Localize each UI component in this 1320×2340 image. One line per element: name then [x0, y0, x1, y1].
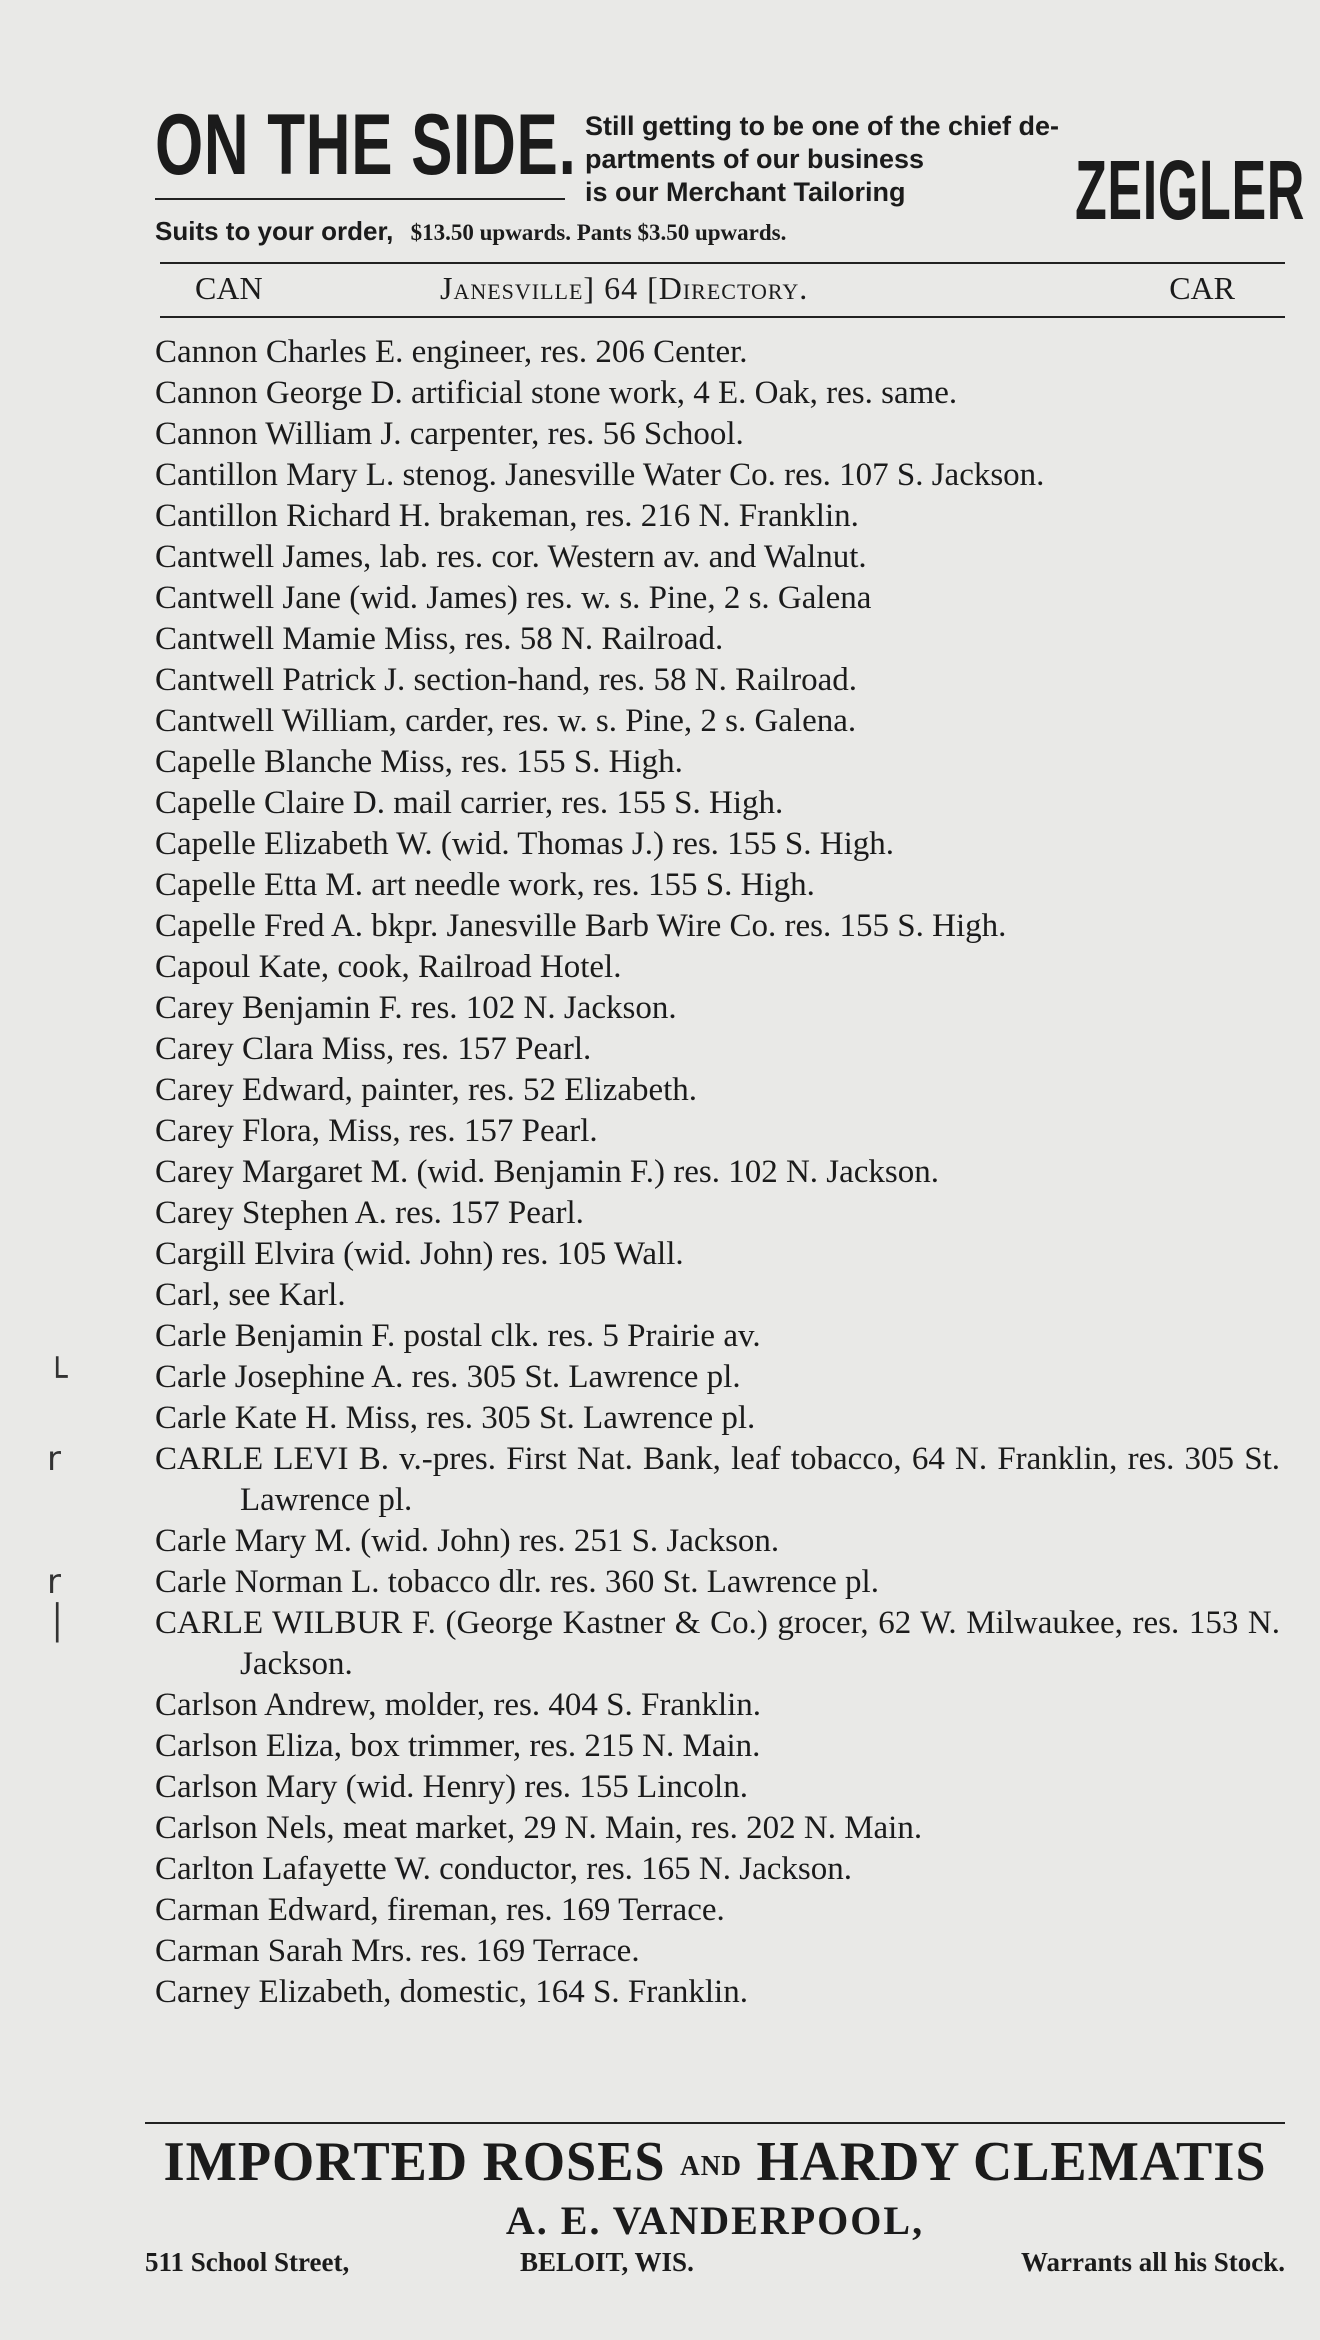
entry-text: Cantwell Mamie Miss, res. 58 N. Railroad. — [155, 621, 724, 657]
ad-bottom-line — [155, 216, 786, 247]
entry-text: Capoul Kate, cook, Railroad Hotel. — [155, 949, 622, 985]
directory-entry — [47, 1562, 1280, 1603]
ad-copy-line: Still getting to be one of the chief de- — [585, 111, 1059, 141]
directory-entry — [155, 1152, 1280, 1193]
entry-text: Carlson Mary (wid. Henry) res. 155 Lincoln. — [155, 1769, 748, 1805]
entry-text: Carlson Eliza, box trimmer, res. 215 N. Main. — [155, 1728, 761, 1764]
directory-entry — [155, 455, 1280, 496]
bottom-ad-rule — [145, 2122, 1285, 2124]
directory-entries — [47, 332, 1280, 2013]
ad-slogan: Warrants all his Stock. — [1020, 2247, 1285, 2277]
directory-entry — [155, 1193, 1280, 1234]
directory-entry — [155, 824, 1280, 865]
entry-text: Carlton Lafayette W. conductor, res. 165 N. Jackson. — [155, 1851, 852, 1887]
handwritten-check-mark: r — [47, 1562, 61, 1602]
entry-text: Cantwell Patrick J. section-hand, res. 58 N. Railroad. — [155, 662, 858, 698]
entry-text: Carey Clara Miss, res. 157 Pearl. — [155, 1031, 592, 1067]
entry-text: Cantwell William, carder, res. w. s. Pine, 2 s. Galena. — [155, 703, 857, 739]
entry-text: Cantwell James, lab. res. cor. Western av. and Walnut. — [155, 539, 867, 575]
directory-entry — [155, 414, 1280, 455]
directory-entry — [155, 1234, 1280, 1275]
directory-entry — [155, 1931, 1280, 1972]
handwritten-check-mark: └ — [47, 1357, 68, 1397]
ad-product-line — [162, 2130, 1268, 2194]
directory-entry — [155, 701, 1280, 742]
directory-entry — [155, 1685, 1280, 1726]
directory-entry — [155, 578, 1280, 619]
directory-entry — [155, 1070, 1280, 1111]
header-left-guide: CAN — [195, 270, 263, 306]
ad-product-roses: IMPORTED ROSES — [163, 2131, 666, 2193]
directory-entry — [47, 1357, 1280, 1398]
entry-text: Capelle Elizabeth W. (wid. Thomas J.) res. 155 S. High. — [155, 826, 895, 862]
entry-text: Carey Margaret M. (wid. Benjamin F.) res. 102 N. Jackson. — [155, 1154, 940, 1190]
ad-suits-text: Suits to your order, — [155, 216, 394, 246]
directory-entry — [155, 1890, 1280, 1931]
directory-entry — [155, 537, 1280, 578]
directory-entry — [155, 906, 1280, 947]
entry-text: Carey Stephen A. res. 157 Pearl. — [155, 1195, 584, 1231]
entry-text: Carle Norman L. tobacco dlr. res. 360 St. Lawrence pl. — [155, 1564, 879, 1600]
entry-text: Carl, see Karl. — [155, 1277, 346, 1313]
directory-entry — [155, 1316, 1280, 1357]
directory-entry — [155, 332, 1280, 373]
directory-entry — [155, 619, 1280, 660]
entry-text: Carlson Nels, meat market, 29 N. Main, res. 202 N. Main. — [155, 1810, 923, 1846]
ad-product-clematis: HARDY CLEMATIS — [756, 2131, 1267, 2193]
directory-entry — [155, 1275, 1280, 1316]
directory-entry — [155, 783, 1280, 824]
directory-entry — [155, 947, 1280, 988]
handwritten-check-mark: │ — [47, 1603, 68, 1643]
entry-text: Cannon Charles E. engineer, res. 206 Center. — [155, 334, 748, 370]
directory-entry — [155, 1767, 1280, 1808]
directory-entry — [155, 496, 1280, 537]
ad-ampersand: AND — [680, 2151, 742, 2183]
directory-entry — [155, 1726, 1280, 1767]
entry-text: Cannon William J. carpenter, res. 56 School. — [155, 416, 744, 452]
entry-text: Cannon George D. artificial stone work, 4 E. Oak, res. same. — [155, 375, 958, 411]
ad-merchant-name: A. E. VANDERPOOL, — [505, 2198, 925, 2243]
entry-text: Carney Elizabeth, domestic, 164 S. Franklin. — [155, 1974, 748, 2010]
directory-entry — [155, 1849, 1280, 1890]
directory-entry — [155, 1972, 1280, 2013]
directory-entry — [155, 988, 1280, 1029]
entry-text: Carey Benjamin F. res. 102 N. Jackson. — [155, 990, 677, 1026]
top-advertisement — [150, 97, 1306, 250]
entry-text: Carle Josephine A. res. 305 St. Lawrence pl. — [155, 1359, 741, 1395]
directory-entry — [155, 865, 1280, 906]
ad-copy-line: is our Merchant Tailoring — [585, 177, 906, 207]
directory-entry — [155, 660, 1280, 701]
header-right-guide: CAR — [1169, 270, 1235, 306]
directory-entry — [155, 742, 1280, 783]
entry-text: Cantillon Richard H. brakeman, res. 216 N. Franklin. — [155, 498, 859, 534]
handwritten-check-mark: r — [47, 1439, 61, 1479]
entry-text: Capelle Fred A. bkpr. Janesville Barb Wire Co. res. 155 S. High. — [155, 908, 1007, 944]
directory-entry — [47, 1603, 1280, 1685]
directory-entry — [155, 1808, 1280, 1849]
directory-entry — [155, 1111, 1280, 1152]
ad-street-address: 511 School Street, — [145, 2247, 350, 2277]
ad-headline: ON THE SIDE. — [155, 97, 577, 193]
entry-text: Carey Flora, Miss, res. 157 Pearl. — [155, 1113, 598, 1149]
entry-text: Carlson Andrew, molder, res. 404 S. Franklin. — [155, 1687, 762, 1723]
ad-city: BELOIT, WIS. — [520, 2247, 694, 2277]
directory-entry — [155, 1029, 1280, 1070]
entry-text: Carman Edward, fireman, res. 169 Terrace. — [155, 1892, 725, 1928]
ad-copy-line: partments of our business — [585, 144, 925, 174]
ad-brand: ZEIGLER — [1075, 143, 1306, 237]
entry-text: Carman Sarah Mrs. res. 169 Terrace. — [155, 1933, 640, 1969]
entry-text: Carey Edward, painter, res. 52 Elizabeth. — [155, 1072, 698, 1108]
directory-entry — [155, 1398, 1280, 1439]
header-center: Janesville] 64 [Directory. — [440, 270, 809, 306]
ad-prices: $13.50 upwards. Pants $3.50 upwards. — [410, 220, 787, 245]
header-rule-bottom — [160, 316, 1285, 318]
running-header — [160, 262, 1265, 312]
entry-text: Capelle Etta M. art needle work, res. 155 S. High. — [155, 867, 815, 903]
entry-text: Carle Mary M. (wid. John) res. 251 S. Jackson. — [155, 1523, 780, 1559]
entry-text: Capelle Claire D. mail carrier, res. 155 S. High. — [155, 785, 784, 821]
entry-text: CARLE WILBUR F. (George Kastner & Co.) grocer, 62 W. Milwaukee, res. 153 N. Jackson. — [155, 1605, 1280, 1682]
entry-text: Carle Kate H. Miss, res. 305 St. Lawrence pl. — [155, 1400, 756, 1436]
directory-entry — [47, 1439, 1280, 1521]
entry-text: Cantwell Jane (wid. James) res. w. s. Pine, 2 s. Galena — [155, 580, 872, 616]
entry-text: Capelle Blanche Miss, res. 155 S. High. — [155, 744, 683, 780]
entry-text: Cantillon Mary L. stenog. Janesville Water Co. res. 107 S. Jackson. — [155, 457, 1045, 493]
entry-text: CARLE LEVI B. v.-pres. First Nat. Bank, leaf tobacco, 64 N. Franklin, res. 305 St. Lawrence pl. — [155, 1441, 1280, 1518]
directory-entry — [155, 373, 1280, 414]
entry-text: Carle Benjamin F. postal clk. res. 5 Prairie av. — [155, 1318, 761, 1354]
ad-underline — [155, 198, 565, 200]
entry-text: Cargill Elvira (wid. John) res. 105 Wall. — [155, 1236, 684, 1272]
bottom-advertisement — [145, 2130, 1285, 2280]
directory-entry — [155, 1521, 1280, 1562]
